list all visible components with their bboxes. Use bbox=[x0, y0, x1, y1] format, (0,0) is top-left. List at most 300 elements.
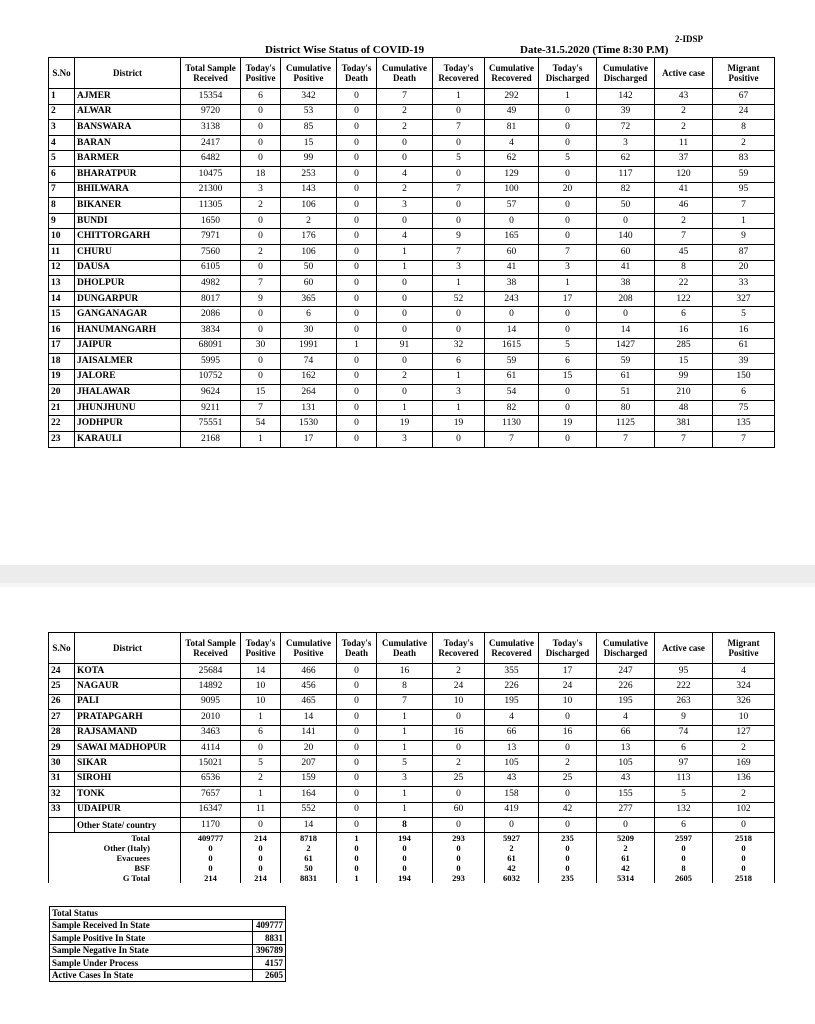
table-cell: 277 bbox=[597, 802, 655, 817]
table-cell: 7 bbox=[713, 198, 775, 214]
table-cell: 14892 bbox=[181, 679, 241, 694]
table-cell: 32 bbox=[433, 338, 485, 354]
table-cell: 1 bbox=[337, 338, 377, 354]
table-cell: 5 bbox=[713, 307, 775, 323]
table-cell: 0 bbox=[337, 802, 377, 817]
total-status-row bbox=[50, 969, 286, 982]
summary-cell: 0 bbox=[337, 863, 377, 873]
table-cell: 52 bbox=[433, 291, 485, 307]
table-cell: 9 bbox=[713, 229, 775, 245]
report-title: District Wise Status of COVID-19 bbox=[265, 44, 425, 56]
table-cell: 0 bbox=[377, 354, 433, 370]
table-cell: 0 bbox=[241, 135, 281, 151]
table-row bbox=[49, 725, 775, 740]
table-row bbox=[49, 771, 775, 786]
summary-cell: 0 bbox=[377, 843, 433, 853]
table-cell: 1 bbox=[539, 89, 597, 105]
table-cell: 4 bbox=[713, 664, 775, 679]
table-cell: 5 bbox=[241, 756, 281, 771]
serial-number-cell: 27 bbox=[49, 710, 75, 725]
table-cell: 4114 bbox=[181, 740, 241, 755]
table-cell: 0 bbox=[337, 416, 377, 432]
table-cell: 16 bbox=[655, 322, 713, 338]
table-cell: 0 bbox=[337, 151, 377, 167]
table-cell: 6 bbox=[655, 740, 713, 755]
summary-cell: 0 bbox=[539, 843, 597, 853]
table-cell: 6 bbox=[281, 307, 337, 323]
table-cell: 24 bbox=[713, 104, 775, 120]
table-cell: 25 bbox=[539, 771, 597, 786]
district-name-cell: ALWAR bbox=[75, 104, 181, 120]
table-cell: 9 bbox=[241, 291, 281, 307]
table-cell: 7 bbox=[655, 432, 713, 448]
table-cell: 456 bbox=[281, 679, 337, 694]
summary-cell: 0 bbox=[181, 843, 241, 853]
table-cell: 17 bbox=[539, 664, 597, 679]
serial-number-cell: 8 bbox=[49, 198, 75, 214]
table-cell: 0 bbox=[433, 710, 485, 725]
table-row bbox=[49, 354, 775, 370]
district-name-cell: NAGAUR bbox=[75, 679, 181, 694]
table-cell: 3 bbox=[241, 182, 281, 198]
table-row bbox=[49, 385, 775, 401]
column-header: Today's Death bbox=[337, 633, 377, 664]
serial-number-cell: 20 bbox=[49, 385, 75, 401]
table-row bbox=[49, 89, 775, 105]
table-cell: 24 bbox=[539, 679, 597, 694]
table-row bbox=[49, 104, 775, 120]
table-cell: 10752 bbox=[181, 369, 241, 385]
table-row bbox=[49, 710, 775, 725]
table-cell: 16347 bbox=[181, 802, 241, 817]
serial-number-cell: 21 bbox=[49, 400, 75, 416]
table-cell: 75 bbox=[713, 400, 775, 416]
table-cell: 6 bbox=[539, 354, 597, 370]
serial-number-cell: 16 bbox=[49, 322, 75, 338]
table-cell: 3 bbox=[377, 432, 433, 448]
table-cell: 1991 bbox=[281, 338, 337, 354]
table-cell: 3 bbox=[377, 771, 433, 786]
district-name-cell: SIROHI bbox=[75, 771, 181, 786]
column-header: Cumulative Death bbox=[377, 633, 433, 664]
table-cell: 2 bbox=[713, 787, 775, 802]
table-row bbox=[49, 307, 775, 323]
table-cell: 0 bbox=[241, 369, 281, 385]
summary-cell: 293 bbox=[433, 833, 485, 844]
serial-number-cell: 1 bbox=[49, 89, 75, 105]
table-cell: 0 bbox=[241, 260, 281, 276]
total-status-table bbox=[49, 906, 286, 982]
table-cell: 74 bbox=[655, 725, 713, 740]
summary-label: G Total bbox=[49, 873, 181, 883]
table-cell: 365 bbox=[281, 291, 337, 307]
district-name-cell: JAIPUR bbox=[75, 338, 181, 354]
table-cell: 1 bbox=[241, 787, 281, 802]
table-cell: 62 bbox=[485, 151, 539, 167]
table-cell: 207 bbox=[281, 756, 337, 771]
table-cell: 4 bbox=[485, 135, 539, 151]
district-name-cell: TONK bbox=[75, 787, 181, 802]
total-status-row bbox=[50, 932, 286, 945]
district-name-cell: JAISALMER bbox=[75, 354, 181, 370]
table-cell: 83 bbox=[713, 151, 775, 167]
status-value: 8831 bbox=[253, 932, 286, 945]
table-cell: 102 bbox=[713, 802, 775, 817]
table-cell: 62 bbox=[597, 151, 655, 167]
table-cell: 59 bbox=[713, 166, 775, 182]
table-row-other-state bbox=[49, 817, 775, 832]
column-header: Cumulative Discharged bbox=[597, 633, 655, 664]
table-cell: 66 bbox=[485, 725, 539, 740]
table-cell: 7560 bbox=[181, 244, 241, 260]
table-cell: 1 bbox=[377, 802, 433, 817]
table-cell: 0 bbox=[539, 198, 597, 214]
table-cell: 5995 bbox=[181, 354, 241, 370]
serial-number-cell: 5 bbox=[49, 151, 75, 167]
table-row bbox=[49, 416, 775, 432]
table-cell: 48 bbox=[655, 400, 713, 416]
total-status-row bbox=[50, 957, 286, 970]
table-cell: 142 bbox=[597, 89, 655, 105]
district-name-cell: CHITTORGARH bbox=[75, 229, 181, 245]
table-cell: 10 bbox=[539, 694, 597, 709]
column-header: Cumulative Recovered bbox=[485, 633, 539, 664]
table-cell: 1 bbox=[377, 725, 433, 740]
table-cell: 2168 bbox=[181, 432, 241, 448]
serial-number-cell: 9 bbox=[49, 213, 75, 229]
status-label: Sample Received In State bbox=[50, 919, 253, 932]
table-cell: 2 bbox=[433, 664, 485, 679]
table-cell: 6 bbox=[241, 89, 281, 105]
table-cell: 324 bbox=[713, 679, 775, 694]
table-cell: 10 bbox=[713, 710, 775, 725]
table-row bbox=[49, 756, 775, 771]
table-cell: 2 bbox=[713, 135, 775, 151]
status-label: Sample Positive In State bbox=[50, 932, 253, 945]
table-cell: 20 bbox=[539, 182, 597, 198]
table-cell: 3 bbox=[539, 260, 597, 276]
table-row bbox=[49, 400, 775, 416]
table-cell: 0 bbox=[539, 307, 597, 323]
summary-cell: 2597 bbox=[655, 833, 713, 844]
serial-number-cell: 26 bbox=[49, 694, 75, 709]
table-cell: 1 bbox=[241, 432, 281, 448]
table-cell: 10 bbox=[433, 694, 485, 709]
table-cell: 2 bbox=[655, 213, 713, 229]
column-header: Migrant Positive bbox=[713, 633, 775, 664]
summary-cell: 8831 bbox=[281, 873, 337, 883]
summary-cell: 0 bbox=[433, 843, 485, 853]
table-cell: 15 bbox=[655, 354, 713, 370]
table-cell: 0 bbox=[377, 307, 433, 323]
table-cell: 15354 bbox=[181, 89, 241, 105]
table-cell: 30 bbox=[241, 338, 281, 354]
table-cell: 0 bbox=[241, 740, 281, 755]
table-cell: 10 bbox=[241, 694, 281, 709]
table-cell: 42 bbox=[539, 802, 597, 817]
table-cell: 61 bbox=[713, 338, 775, 354]
serial-number-cell: 31 bbox=[49, 771, 75, 786]
table-cell: 6 bbox=[433, 354, 485, 370]
serial-number-cell: 18 bbox=[49, 354, 75, 370]
summary-cell: 8 bbox=[655, 863, 713, 873]
table-cell: 0 bbox=[539, 213, 597, 229]
table-cell: 0 bbox=[433, 166, 485, 182]
table-cell: 292 bbox=[485, 89, 539, 105]
report-date: Date-31.5.2020 (Time 8:30 P.M) bbox=[520, 44, 669, 56]
table-row bbox=[49, 260, 775, 276]
serial-number-cell: 10 bbox=[49, 229, 75, 245]
table-cell: 0 bbox=[337, 291, 377, 307]
table-cell: 466 bbox=[281, 664, 337, 679]
table-cell: 0 bbox=[337, 244, 377, 260]
table-cell: 0 bbox=[433, 307, 485, 323]
summary-row bbox=[49, 863, 775, 873]
table-cell: 0 bbox=[337, 725, 377, 740]
table-cell: 1 bbox=[377, 740, 433, 755]
table-cell: 7 bbox=[241, 400, 281, 416]
table-cell: 159 bbox=[281, 771, 337, 786]
table-cell: 247 bbox=[597, 664, 655, 679]
status-value: 2605 bbox=[253, 969, 286, 982]
district-name-cell: BUNDI bbox=[75, 213, 181, 229]
table-cell: 0 bbox=[539, 385, 597, 401]
table-cell: 141 bbox=[281, 725, 337, 740]
summary-cell: 2518 bbox=[713, 833, 775, 844]
table-cell: 0 bbox=[485, 307, 539, 323]
table-cell: 0 bbox=[337, 756, 377, 771]
summary-cell: 235 bbox=[539, 873, 597, 883]
table-row bbox=[49, 276, 775, 292]
summary-row bbox=[49, 873, 775, 883]
table-cell: 11305 bbox=[181, 198, 241, 214]
column-header: Active case bbox=[655, 633, 713, 664]
table-cell: 16 bbox=[713, 322, 775, 338]
summary-cell: 2 bbox=[597, 843, 655, 853]
table-cell: 2 bbox=[433, 756, 485, 771]
table-cell: 208 bbox=[597, 291, 655, 307]
table-cell: 7 bbox=[433, 244, 485, 260]
column-header: Cumulative Positive bbox=[281, 58, 337, 89]
table-cell: 0 bbox=[539, 432, 597, 448]
table-cell: 50 bbox=[281, 260, 337, 276]
table-cell: 210 bbox=[655, 385, 713, 401]
summary-cell: 50 bbox=[281, 863, 337, 873]
table-cell: 38 bbox=[485, 276, 539, 292]
table-row bbox=[49, 432, 775, 448]
table-cell: 1125 bbox=[597, 416, 655, 432]
district-name-cell: BANSWARA bbox=[75, 120, 181, 136]
table-cell: 75551 bbox=[181, 416, 241, 432]
table-cell: 67 bbox=[713, 89, 775, 105]
serial-number-cell: 11 bbox=[49, 244, 75, 260]
summary-cell: 0 bbox=[539, 853, 597, 863]
table-row bbox=[49, 664, 775, 679]
table-cell: 122 bbox=[655, 291, 713, 307]
table-cell: 0 bbox=[337, 385, 377, 401]
table-cell: 2086 bbox=[181, 307, 241, 323]
document-page-2 bbox=[0, 587, 815, 1024]
table-cell: 263 bbox=[655, 694, 713, 709]
table-cell: 14 bbox=[241, 664, 281, 679]
table-row bbox=[49, 213, 775, 229]
table-cell: 120 bbox=[655, 166, 713, 182]
table-cell: 105 bbox=[597, 756, 655, 771]
summary-cell: 0 bbox=[241, 843, 281, 853]
district-name-cell: AJMER bbox=[75, 89, 181, 105]
column-header: Today's Positive bbox=[241, 633, 281, 664]
table-cell: 1 bbox=[377, 400, 433, 416]
table-cell: 19 bbox=[433, 416, 485, 432]
table-cell: 16 bbox=[539, 725, 597, 740]
table-cell: 1170 bbox=[181, 817, 241, 832]
serial-number-cell: 33 bbox=[49, 802, 75, 817]
table-cell: 19 bbox=[377, 416, 433, 432]
summary-cell: 5314 bbox=[597, 873, 655, 883]
table-cell: 0 bbox=[337, 198, 377, 214]
table-cell: 0 bbox=[337, 135, 377, 151]
column-header: S.No bbox=[49, 58, 75, 89]
district-name-cell: JHALAWAR bbox=[75, 385, 181, 401]
summary-cell: 0 bbox=[713, 853, 775, 863]
table-cell: 162 bbox=[281, 369, 337, 385]
table-cell: 117 bbox=[597, 166, 655, 182]
serial-number-cell: 29 bbox=[49, 740, 75, 755]
table-cell: 132 bbox=[655, 802, 713, 817]
table-cell: 4 bbox=[485, 710, 539, 725]
table-cell: 0 bbox=[337, 182, 377, 198]
table-cell: 54 bbox=[485, 385, 539, 401]
table-cell: 0 bbox=[337, 120, 377, 136]
total-status-title-row bbox=[50, 907, 286, 920]
table-cell: 41 bbox=[485, 260, 539, 276]
table-cell: 2 bbox=[241, 244, 281, 260]
district-name-cell: HANUMANGARH bbox=[75, 322, 181, 338]
column-header: Today's Death bbox=[337, 58, 377, 89]
district-name-cell: KOTA bbox=[75, 664, 181, 679]
table-cell: 7 bbox=[655, 229, 713, 245]
table-cell: 60 bbox=[433, 802, 485, 817]
table-cell: 0 bbox=[337, 166, 377, 182]
table-cell: 0 bbox=[539, 400, 597, 416]
column-header: Today's Discharged bbox=[539, 58, 597, 89]
table-cell: 2 bbox=[377, 369, 433, 385]
table-cell: 6 bbox=[241, 725, 281, 740]
summary-cell: 61 bbox=[485, 853, 539, 863]
table-cell: 0 bbox=[337, 260, 377, 276]
serial-number-cell: 14 bbox=[49, 291, 75, 307]
summary-cell: 293 bbox=[433, 873, 485, 883]
serial-number-cell: 24 bbox=[49, 664, 75, 679]
table-cell: 2 bbox=[713, 740, 775, 755]
table-cell: 81 bbox=[485, 120, 539, 136]
table-cell: 1 bbox=[377, 244, 433, 260]
table-cell: 19 bbox=[539, 416, 597, 432]
summary-cell: 1 bbox=[337, 833, 377, 844]
summary-cell: 0 bbox=[655, 853, 713, 863]
table-cell: 1 bbox=[433, 369, 485, 385]
table-cell: 0 bbox=[337, 307, 377, 323]
status-value: 409777 bbox=[253, 919, 286, 932]
table-cell: 3 bbox=[377, 198, 433, 214]
table-cell: 50 bbox=[597, 198, 655, 214]
table-cell: 3 bbox=[433, 385, 485, 401]
table-cell: 195 bbox=[597, 694, 655, 709]
table-cell: 222 bbox=[655, 679, 713, 694]
table-cell: 1 bbox=[241, 710, 281, 725]
column-header: Cumulative Discharged bbox=[597, 58, 655, 89]
table-cell: 0 bbox=[337, 276, 377, 292]
table-cell: 0 bbox=[377, 276, 433, 292]
district-name-cell: KARAULI bbox=[75, 432, 181, 448]
table-cell: 6 bbox=[655, 817, 713, 832]
summary-cell: 214 bbox=[241, 873, 281, 883]
table-cell: 0 bbox=[337, 369, 377, 385]
table-cell: 326 bbox=[713, 694, 775, 709]
table-cell: 2 bbox=[539, 756, 597, 771]
column-header: Total Sample Received bbox=[181, 633, 241, 664]
summary-cell: 42 bbox=[597, 863, 655, 873]
table-cell: 0 bbox=[377, 291, 433, 307]
table-cell: 18 bbox=[241, 166, 281, 182]
table-cell: 4982 bbox=[181, 276, 241, 292]
table-cell: 2 bbox=[655, 104, 713, 120]
table-cell: 7 bbox=[377, 89, 433, 105]
table-cell: 8 bbox=[713, 120, 775, 136]
district-name-cell: SAWAI MADHOPUR bbox=[75, 740, 181, 755]
table-cell: 264 bbox=[281, 385, 337, 401]
table-cell: 37 bbox=[655, 151, 713, 167]
table-cell: 155 bbox=[597, 787, 655, 802]
summary-cell: 6032 bbox=[485, 873, 539, 883]
table-cell: 1 bbox=[433, 89, 485, 105]
table-cell: 10 bbox=[241, 679, 281, 694]
column-header: Today's Recovered bbox=[433, 633, 485, 664]
table-cell: 7 bbox=[377, 694, 433, 709]
summary-cell: 0 bbox=[337, 843, 377, 853]
table-cell: 11 bbox=[241, 802, 281, 817]
district-name-cell: DUNGARPUR bbox=[75, 291, 181, 307]
table-cell: 9211 bbox=[181, 400, 241, 416]
table-cell: 2 bbox=[377, 120, 433, 136]
summary-label: Evacuees bbox=[49, 853, 181, 863]
table-cell: 0 bbox=[377, 213, 433, 229]
table-cell: 1 bbox=[433, 276, 485, 292]
table-row bbox=[49, 787, 775, 802]
table-cell: 8 bbox=[377, 817, 433, 832]
table-cell: 7 bbox=[539, 244, 597, 260]
table-cell: 243 bbox=[485, 291, 539, 307]
table-cell: 0 bbox=[241, 307, 281, 323]
summary-cell: 0 bbox=[181, 863, 241, 873]
table-cell: 0 bbox=[377, 385, 433, 401]
table-cell: 39 bbox=[597, 104, 655, 120]
table-cell: 136 bbox=[713, 771, 775, 786]
column-header: Today's Discharged bbox=[539, 633, 597, 664]
table-cell: 59 bbox=[597, 354, 655, 370]
table-cell: 0 bbox=[337, 771, 377, 786]
table-cell: 7 bbox=[433, 120, 485, 136]
table-cell: 13 bbox=[485, 740, 539, 755]
table-cell: 1 bbox=[539, 276, 597, 292]
table-cell: 82 bbox=[485, 400, 539, 416]
table-cell: 22 bbox=[655, 276, 713, 292]
total-status-row bbox=[50, 919, 286, 932]
summary-row bbox=[49, 843, 775, 853]
summary-cell: 214 bbox=[181, 873, 241, 883]
table-cell: 1530 bbox=[281, 416, 337, 432]
table-cell: 97 bbox=[655, 756, 713, 771]
